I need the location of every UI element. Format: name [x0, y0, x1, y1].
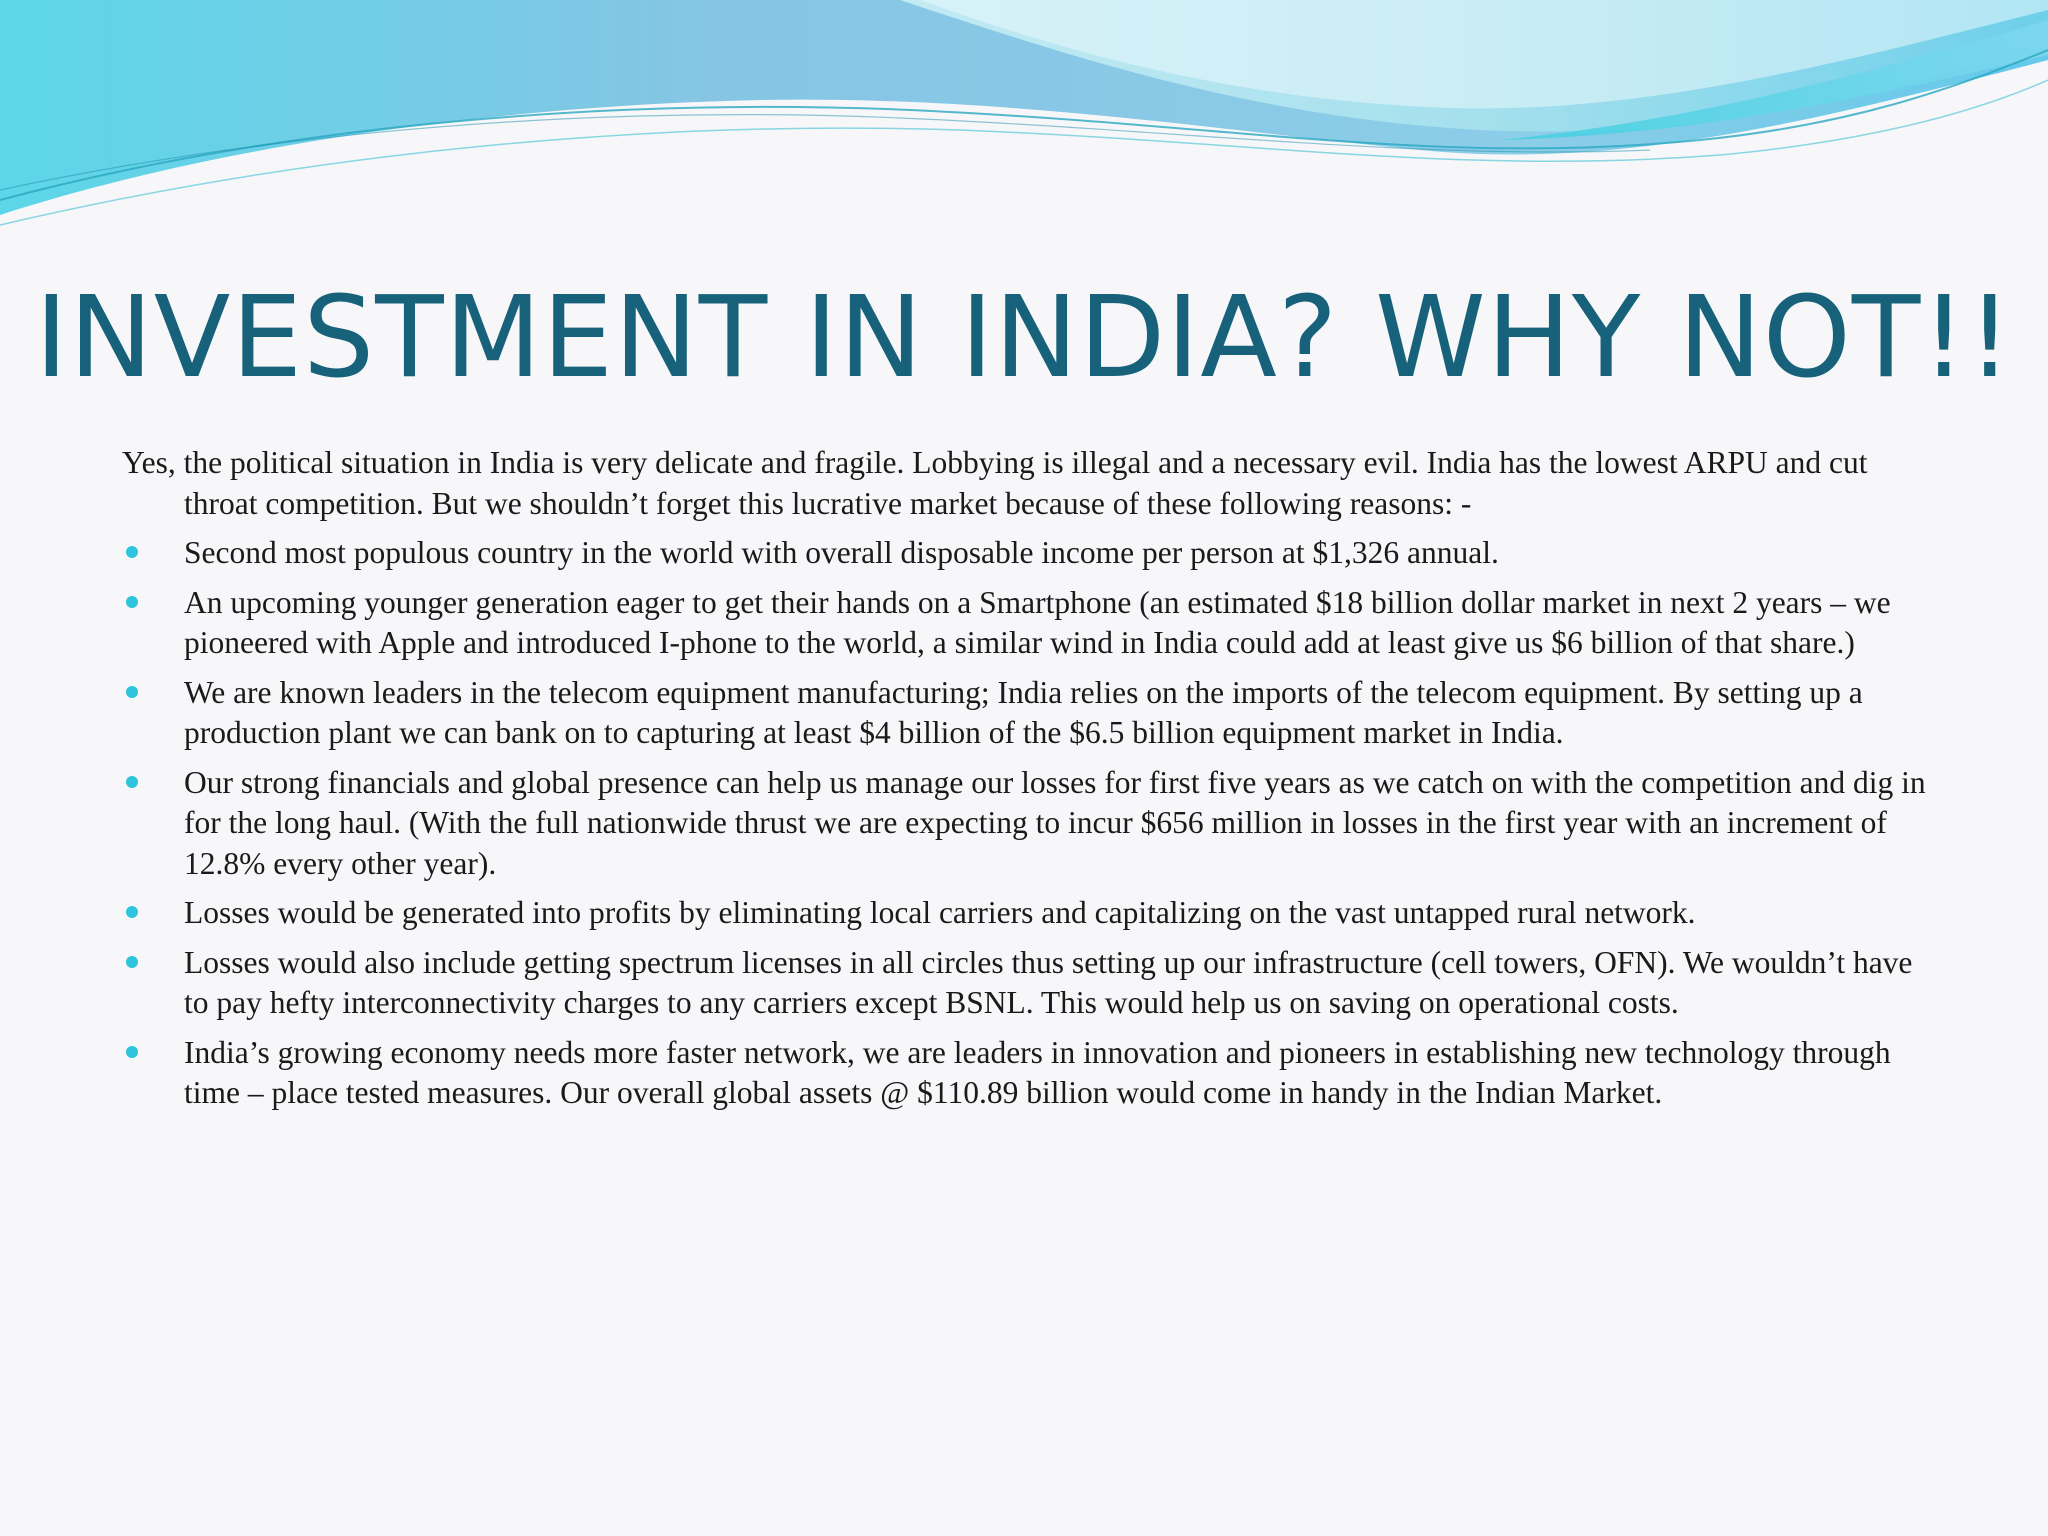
bullet-dot-icon: [126, 776, 138, 788]
slide-body: [122, 443, 1942, 1123]
bullet-dot-icon: [126, 686, 138, 698]
bullet-list: [122, 533, 1942, 1114]
list-item: [122, 673, 1942, 754]
wave-header-decoration: [0, 0, 2048, 260]
bullet-dot-icon: [126, 956, 138, 968]
list-item: [122, 763, 1942, 885]
list-item-text: Our strong financials and global presence can help us manage our losses for first five years as we catch on with the competition and dig in for the long haul. (With the full nationwide thrust we are expecting to incur $656 million in losses in the first year with an increment of 12.8% every other year).: [184, 764, 1926, 881]
bullet-dot-icon: [126, 1046, 138, 1058]
list-item: [122, 943, 1942, 1024]
list-item-text: India’s growing economy needs more faster network, we are leaders in innovation and pioneers in establishing new technology through time – place tested measures. Our overall global assets @ $110.89 billion would come in handy in the Indian Market.: [184, 1034, 1891, 1110]
intro-paragraph: Yes, the political situation in India is very delicate and fragile. Lobbying is illegal and a necessary evil. India has the lowest ARPU and cut throat competition. But we shouldn’t forget this lucrative market because of these following reasons: -: [122, 445, 1868, 521]
list-item: [122, 583, 1942, 664]
list-item-text: We are known leaders in the telecom equipment manufacturing; India relies on the imports of the telecom equipment. By setting up a production plant we can bank on to capturing at least $4 billion of the $6.5 billion equipment market in India.: [184, 674, 1863, 750]
list-item-text: Second most populous country in the world with overall disposable income per person at $1,326 annual.: [184, 535, 1499, 570]
list-item: [122, 533, 1942, 574]
list-item: [122, 1033, 1942, 1114]
list-item: [122, 893, 1942, 934]
bullet-dot-icon: [126, 596, 138, 608]
list-item-text: Losses would also include getting spectrum licenses in all circles thus setting up our infrastructure (cell towers, OFN). We wouldn’t have to pay hefty interconnectivity charges to any carriers except BSNL. This would help us on saving on operational costs.: [184, 944, 1913, 1020]
bullet-dot-icon: [126, 906, 138, 918]
list-item-text: Losses would be generated into profits by eliminating local carriers and capitalizing on the vast untapped rural network.: [184, 895, 1696, 930]
list-item-text: An upcoming younger generation eager to get their hands on a Smartphone (an estimated $18 billion dollar market in next 2 years – we pioneered with Apple and introduced I-phone to the world, a similar wind in India could add at least give us $6 billion of that share.): [184, 584, 1891, 660]
slide-title: INVESTMENT IN INDIA? WHY NOT!!: [34, 273, 2014, 403]
bullet-dot-icon: [126, 546, 138, 558]
